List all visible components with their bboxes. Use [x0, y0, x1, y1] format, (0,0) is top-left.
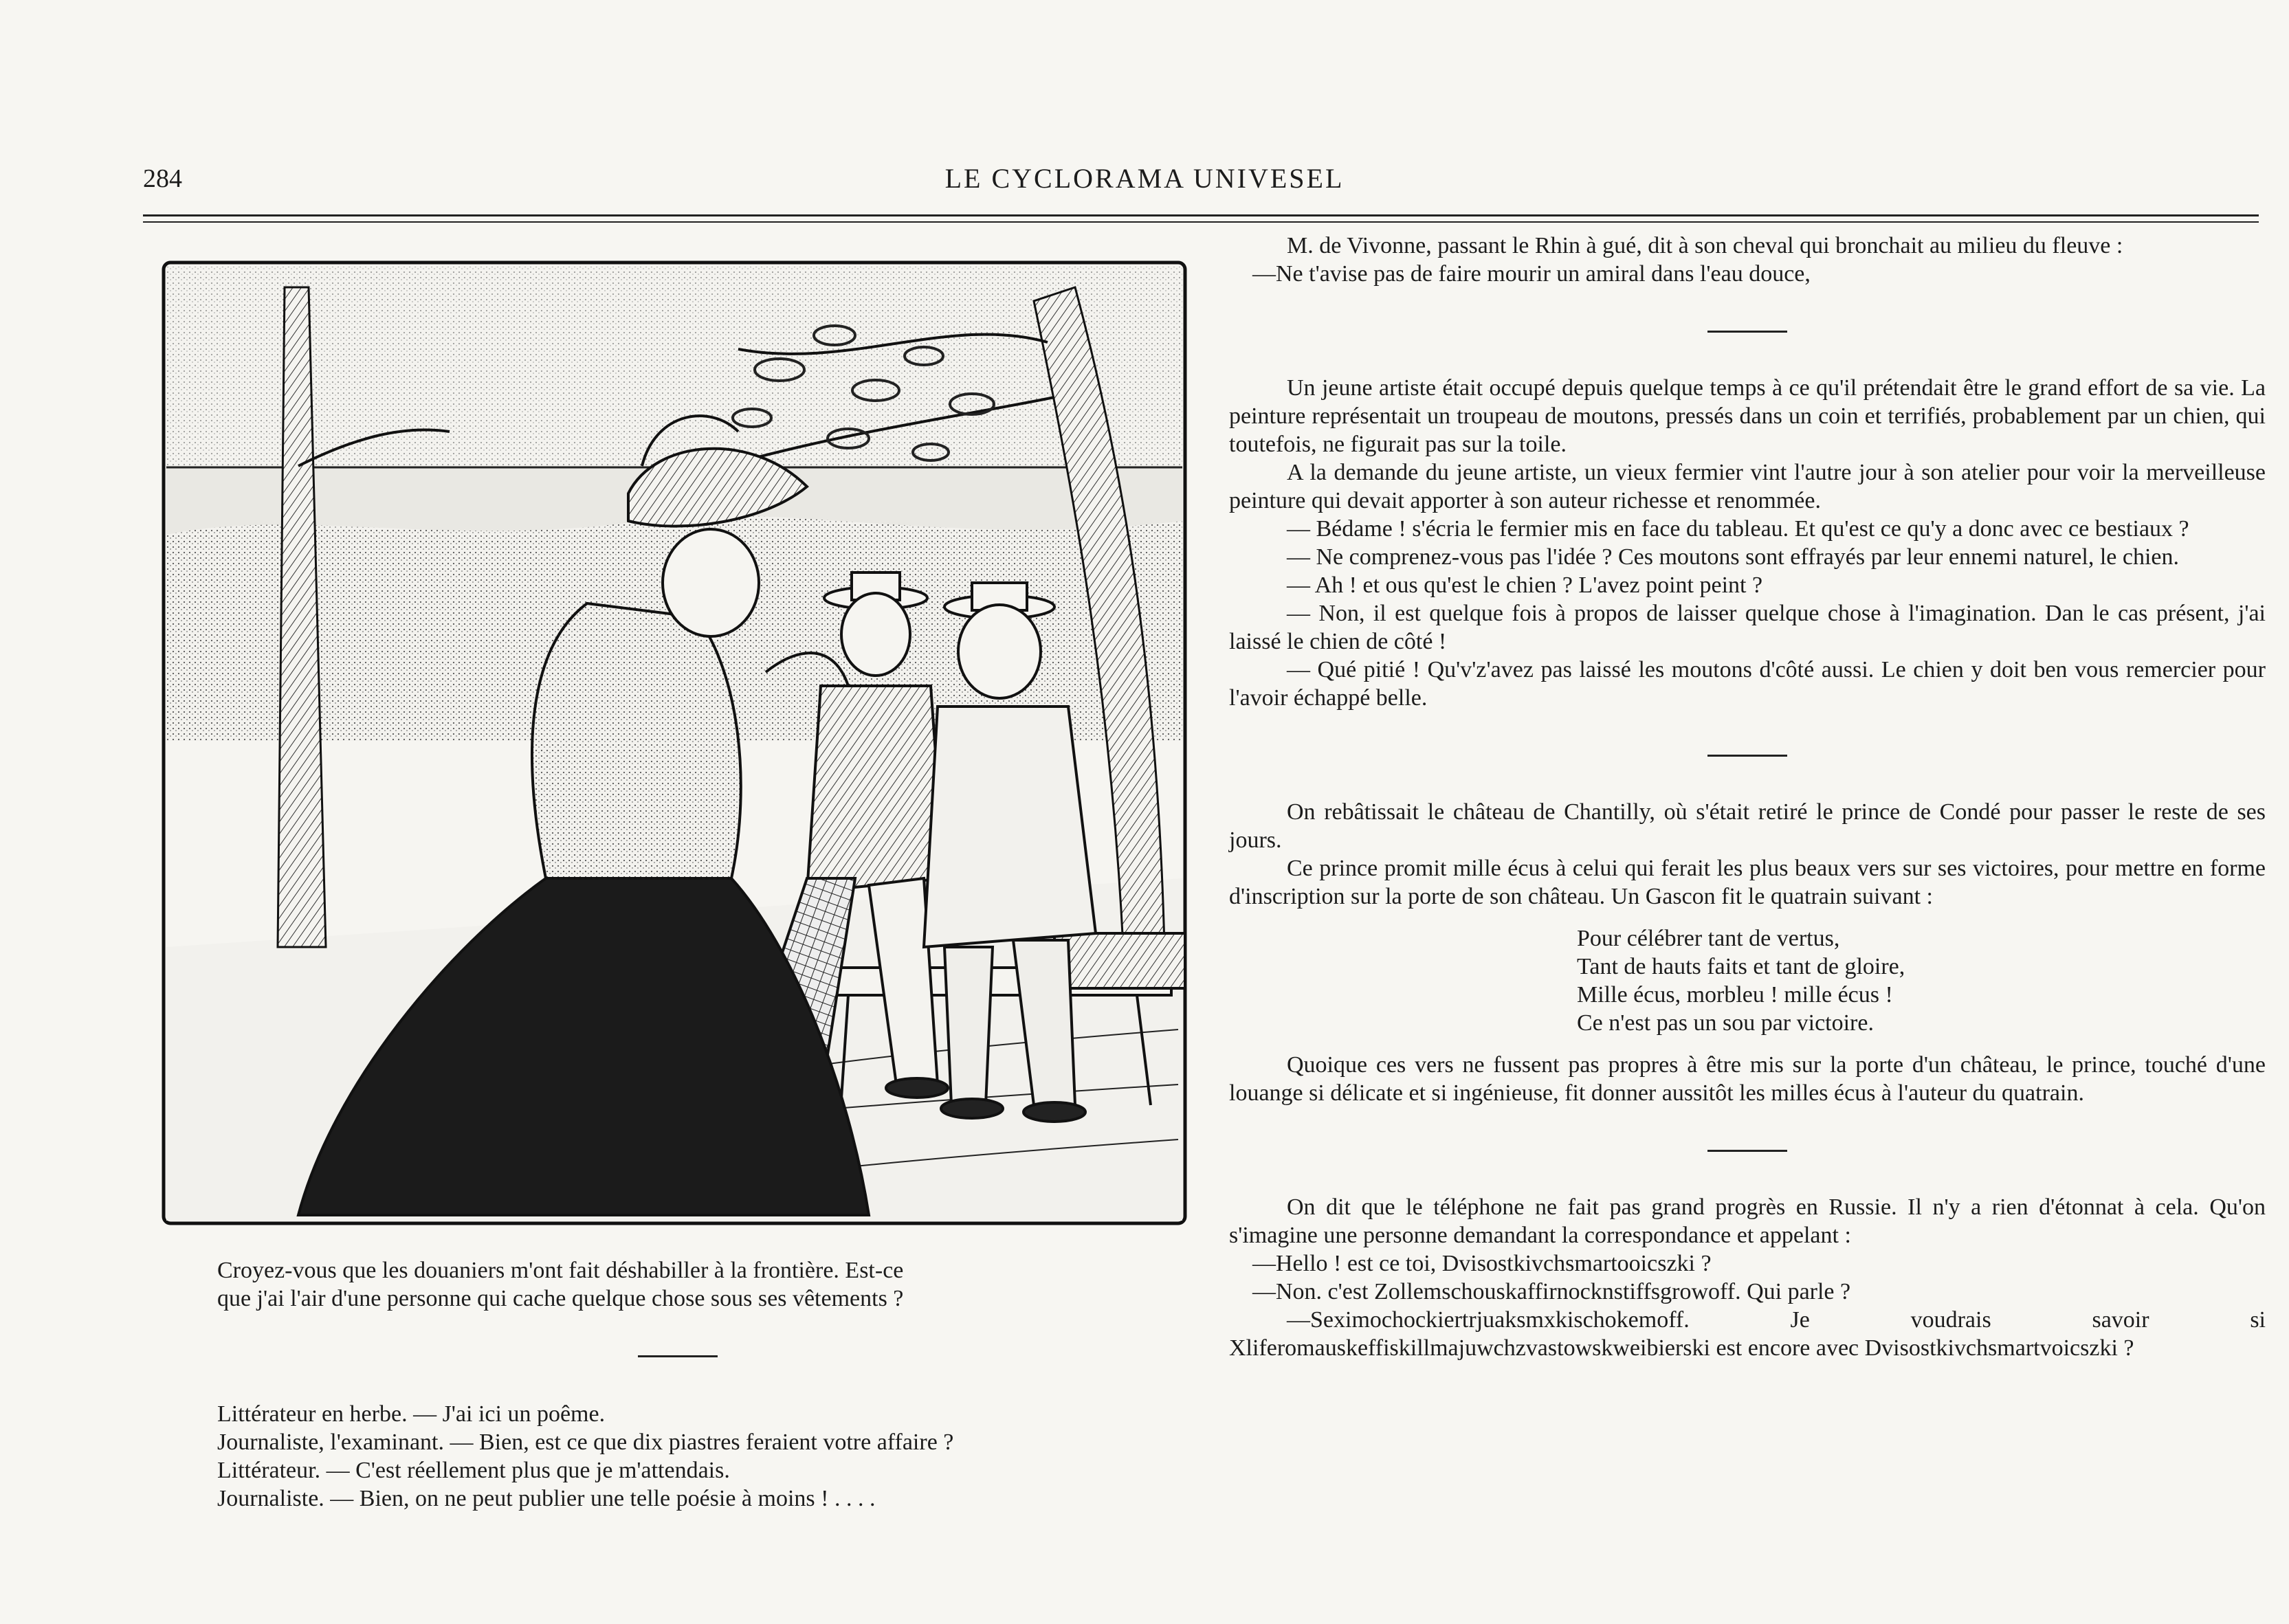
anecdote-artist — [1229, 374, 2266, 712]
paragraph: A la demande du jeune artiste, un vieux fermier vint l'autre jour à son atelier pour voir la merveilleuse peinture qui devait apporter à son auteur richesse et renommée. — [1229, 460, 2266, 513]
section-divider — [1707, 1150, 1787, 1152]
poem-line: Tant de hauts faits et tant de gloire, — [1577, 954, 1905, 979]
paragraph: On dit que le téléphone ne fait pas grand progrès en Russie. Il n'y a rien d'étonnat à cela. Qu'on s'imagine une personne demandant la correspondance et appelant : — [1229, 1194, 2266, 1248]
paragraph: —Non. c'est Zollemschouskaffirnocknstiffsgrowoff. Qui parle ? — [1252, 1279, 1851, 1304]
header-rule-thin — [143, 221, 2259, 223]
dialogue-line: Littérateur en herbe. — J'ai ici un poême. — [217, 1401, 606, 1427]
paragraph: —Ne t'avise pas de faire mourir un amiral dans l'eau douce, — [1252, 261, 1811, 287]
running-title: LE CYCLORAMA UNIVESEL — [944, 163, 1345, 194]
paragraph: — Ne comprenez-vous pas l'idée ? Ces moutons sont effrayés par leur ennemi naturel, le chien. — [1287, 544, 2180, 570]
paragraph: Ce prince promit mille écus à celui qui ferait les plus beaux vers sur ses victoires, pour mettre en forme d'inscription sur la porte de son château. Un Gascon fit le quatrain suivant : — [1229, 856, 2266, 909]
paragraph: Quoique ces vers ne fussent pas propres à être mis sur la porte d'un château, le prince, touché d'une louange si délicate et si ingénieuse, fit donner aussitôt les milles écus à l'auteur du quatrain. — [1229, 1052, 2266, 1106]
poem-line: Mille écus, morbleu ! mille écus ! — [1577, 982, 1893, 1008]
dialogue-litterateur — [217, 1400, 1138, 1513]
right-column — [1229, 232, 2266, 1362]
quatrain — [1577, 924, 2266, 1037]
anecdote-vivonne — [1229, 232, 2266, 288]
illustration-caption — [217, 1256, 1138, 1313]
anecdote-telephone — [1229, 1193, 2266, 1362]
paragraph: — Non, il est quelque fois à propos de laisser quelque chose à l'imagination. Dan le cas présent, j'ai laissé le chien de côté ! — [1229, 601, 2266, 654]
paragraph: — Qué pitié ! Qu'v'z'avez pas laissé les moutons d'côté aussi. Le chien y doit ben vous remercier pour l'avoir échappé belle. — [1229, 657, 2266, 711]
dialogue-line: Journaliste, l'examinant. — Bien, est ce que dix piastres feraient votre affaire ? — [217, 1430, 954, 1455]
poem-line: Ce n'est pas un sou par victoire. — [1577, 1010, 1874, 1036]
anecdote-chantilly — [1229, 798, 2266, 1107]
page-number: 284 — [143, 164, 182, 193]
paragraph: Un jeune artiste était occupé depuis quelque temps à ce qu'il prétendait être le grand effort de sa vie. La peinture représentait un troupeau de moutons, pressés dans un coin et terrifiés, probablement par un chien, qui toutefois, ne figurait pas sur la toile. — [1229, 375, 2266, 457]
paragraph: —Seximochockiertrjuaksmxkischokemoff. Je voudrais savoir si Xliferomauskeffiskillmajuwchzvastowskweibierski est encore avec Dvisostkivchsmartvoicszki ? — [1229, 1307, 2266, 1361]
left-column — [217, 1256, 1138, 1513]
caption-line: que j'ai l'air d'une personne qui cache quelque chose sous ses vêtements ? — [217, 1286, 904, 1311]
paragraph: — Bédame ! s'écria le fermier mis en face du tableau. Et qu'est ce qu'y a donc avec ce bestiaux ? — [1287, 516, 2189, 542]
paragraph: M. de Vivonne, passant le Rhin à gué, dit à son cheval qui bronchait au milieu du fleuve : — [1287, 233, 2123, 258]
header-rule — [143, 214, 2259, 216]
paragraph: — Ah ! et ous qu'est le chien ? L'avez point peint ? — [1287, 572, 1763, 598]
paragraph: —Hello ! est ce toi, Dvisostkivchsmartooicszki ? — [1252, 1251, 1712, 1276]
section-divider — [1707, 331, 1787, 333]
section-divider — [638, 1355, 718, 1357]
caption-line: Croyez-vous que les douaniers m'ont fait déshabiller à la frontière. Est-ce — [217, 1258, 904, 1283]
poem-line: Pour célébrer tant de vertus, — [1577, 926, 1840, 951]
dialogue-line: Journaliste. — Bien, on ne peut publier une telle poésie à moins ! . . . . — [217, 1486, 876, 1511]
section-divider — [1707, 755, 1787, 757]
engraving-illustration — [161, 260, 1189, 1229]
paragraph: On rebâtissait le château de Chantilly, où s'était retiré le prince de Condé pour passer le reste de ses jours. — [1229, 799, 2266, 853]
dialogue-line: Littérateur. — C'est réellement plus que je m'attendais. — [217, 1458, 730, 1483]
